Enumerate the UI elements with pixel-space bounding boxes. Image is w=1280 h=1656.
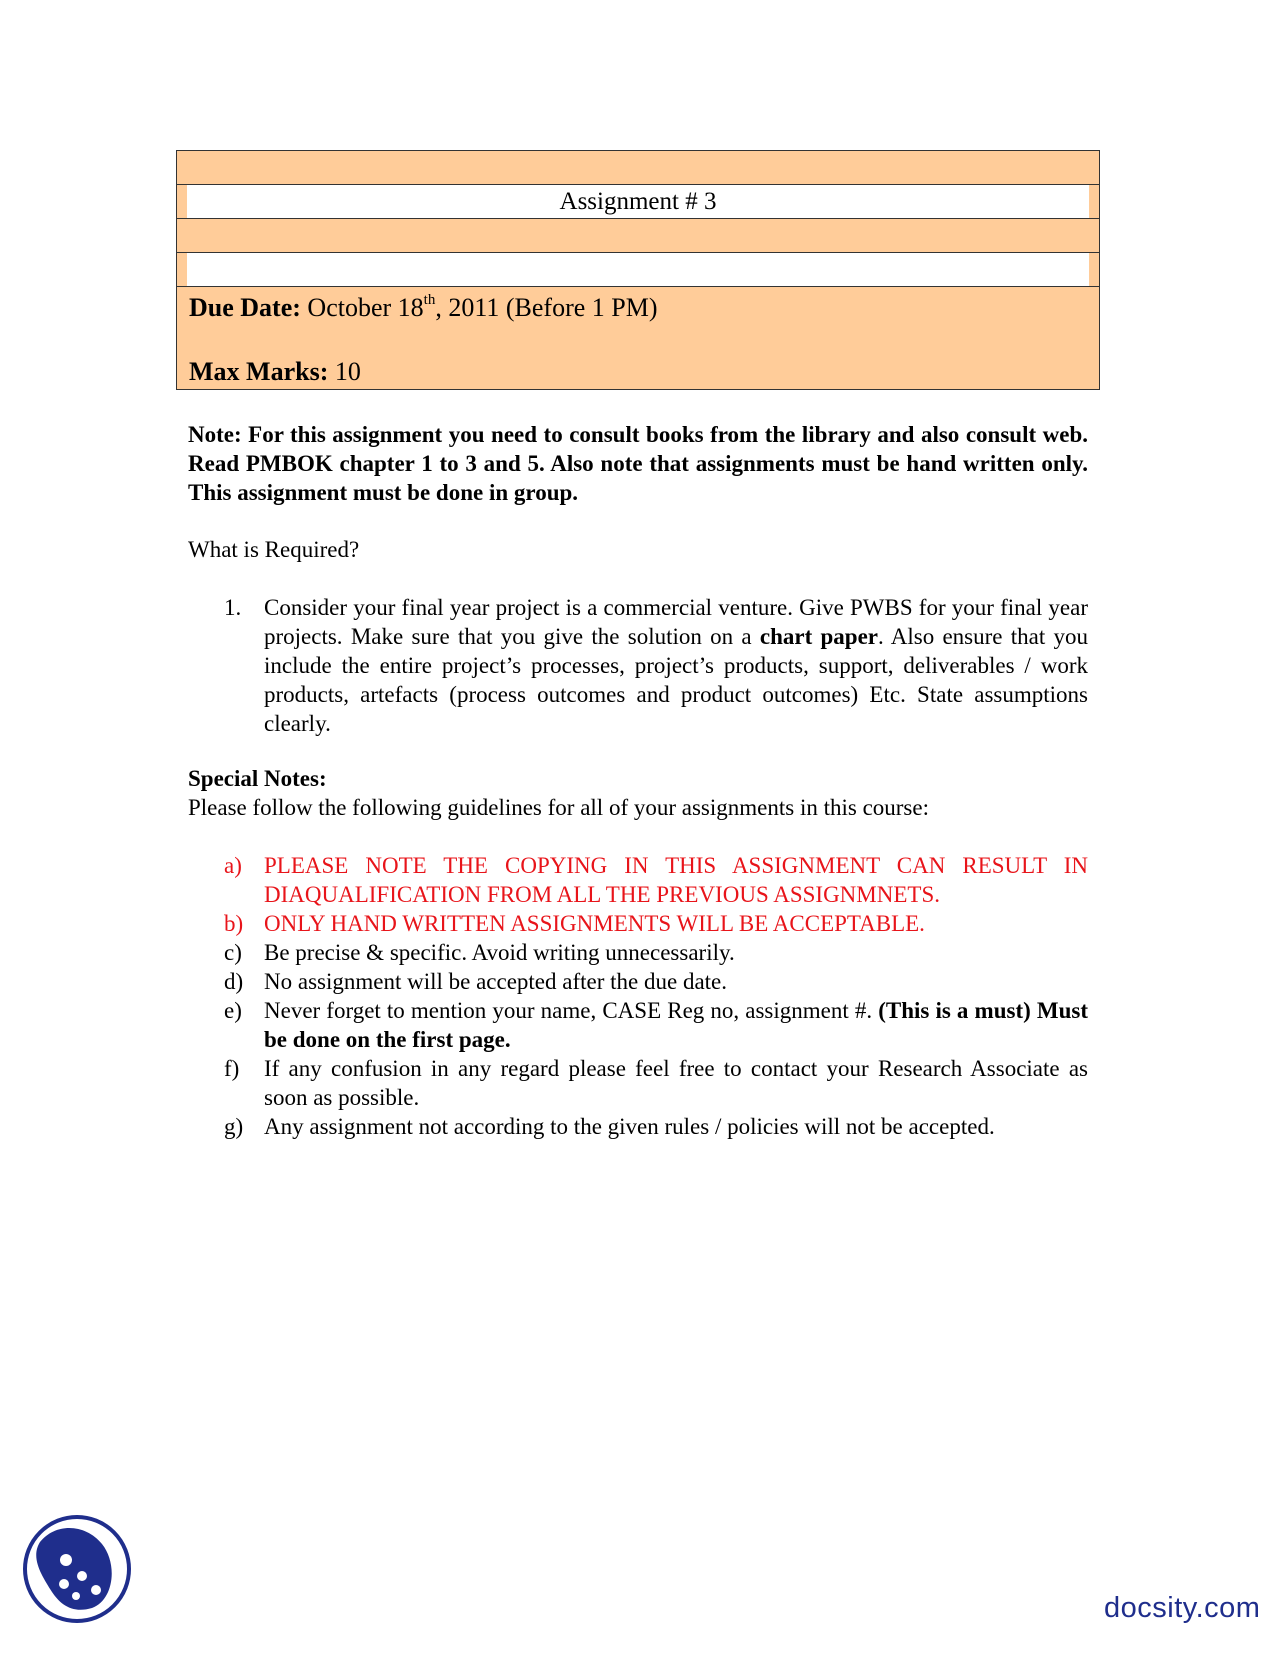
header-spacer-row xyxy=(177,151,1099,185)
due-date xyxy=(189,293,658,323)
header-title-row xyxy=(177,185,1099,219)
header-spacer-row xyxy=(177,219,1099,253)
list-marker: c) xyxy=(224,940,242,965)
list-marker: b) xyxy=(224,911,244,936)
guideline-item: f) If any confusion in any regard please feel free to contact your Research Associate as soon as possible. xyxy=(224,1056,1088,1110)
guideline-item: d) No assignment will be accepted after the due date. xyxy=(224,969,728,994)
guideline-item: e) Never forget to mention your name, CASE Reg no, assignment #. (This is a must) Must be done on the first page. xyxy=(224,998,1088,1052)
special-notes-intro: Please follow the following guidelines for all of your assignments in this course: xyxy=(188,795,929,820)
list-marker: d) xyxy=(224,969,244,994)
max-marks-label: Max Marks: xyxy=(189,357,329,386)
due-date-label: Due Date: xyxy=(189,293,301,322)
guideline-item: g) Any assignment not according to the given rules / policies will not be accepted. xyxy=(224,1114,995,1139)
list-marker: g) xyxy=(224,1114,244,1139)
docsity-brand[interactable]: docsity.com xyxy=(1104,1592,1261,1624)
assignment-header-box xyxy=(176,150,1100,390)
required-heading: What is Required? xyxy=(188,537,360,562)
guideline-item: a) PLEASE NOTE THE COPYING IN THIS ASSIGNMENT CAN RESULT IN DIAQUALIFICATION FROM ALL THE PREVIOUS ASSIGNMNETS. xyxy=(224,853,1088,907)
list-marker: e) xyxy=(224,998,242,1023)
assignment-title: Assignment # 3 xyxy=(559,188,717,215)
docsity-logo-icon[interactable] xyxy=(22,1514,132,1624)
guideline-item: c) Be precise & specific. Avoid writing unnecessarily. xyxy=(224,940,735,965)
required-item: 1. Consider your final year project is a commercial venture. Give PWBS for your final year projects. Make sure that you give the solution on a chart paper. Also ensure that you include the entire project’s processes, project’s products, support, deliverables / work products, artefacts (process outcomes and product outcomes) Etc. State assumptions clearly. xyxy=(224,595,1089,736)
guideline-item: b) ONLY HAND WRITTEN ASSIGNMENTS WILL BE ACCEPTABLE. xyxy=(224,911,925,936)
max-marks-value: 10 xyxy=(334,357,361,386)
list-marker: a) xyxy=(224,853,242,878)
max-marks xyxy=(189,357,361,387)
header-blank-row xyxy=(177,253,1099,287)
list-marker: f) xyxy=(224,1056,240,1081)
assignment-note: Note: For this assignment you need to consult books from the library and also consult web. Read PMBOK chapter 1 to 3 and 5. Also note that assignments must be hand written only. This assignment must be done in group. xyxy=(188,422,1088,505)
list-marker: 1. xyxy=(224,595,242,620)
special-notes-heading: Special Notes: xyxy=(188,766,327,791)
due-date-value: October 18th, 2011 (Before 1 PM) xyxy=(307,292,658,322)
